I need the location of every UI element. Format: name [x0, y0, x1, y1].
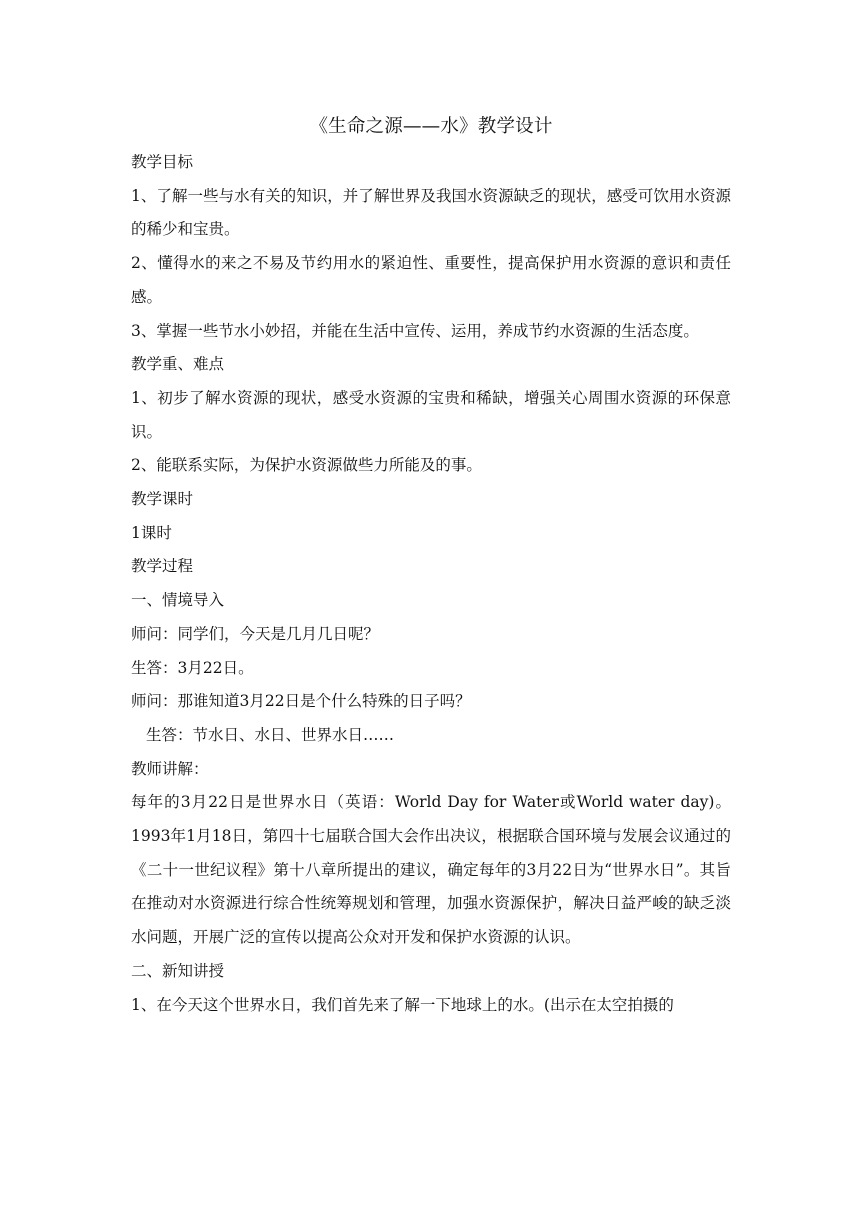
teacher-explanation-label: 教师讲解：	[131, 759, 209, 778]
dialogue-teacher-question-1: 师问：同学们，今天是几月几日呢？	[131, 624, 380, 643]
section-heading-process: 教学过程	[131, 557, 194, 576]
class-hours-value: 1课时	[131, 523, 172, 542]
dialogue-teacher-question-2: 师问：那谁知道3月22日是个什么特殊的日子吗？	[131, 692, 471, 711]
objective-item-3: 3、掌握一些节水小妙招，并能在生活中宣传、运用，养成节约水资源的生活态度。	[131, 321, 699, 340]
section-heading-objectives: 教学目标	[131, 153, 194, 171]
document-body	[131, 112, 731, 1022]
dialogue-student-answer-2: 生答：节水日、水日、世界水日……	[146, 725, 395, 744]
section-heading-key-points: 教学重、难点	[131, 355, 225, 374]
key-point-item-1: 1、初步了解水资源的现状，感受水资源的宝贵和稀缺，增强关心周围水资源的环保意识。	[131, 388, 731, 441]
key-point-item-2: 2、能联系实际，为保护水资源做些力所能及的事。	[131, 456, 482, 475]
new-knowledge-item-1: 1、在今天这个世界水日，我们首先来了解一下地球上的水。(出示在太空拍摄的	[131, 995, 674, 1014]
section-heading-class-hours: 教学课时	[131, 490, 194, 509]
teacher-explanation-paragraph: 每年的3月22日是世界水日（英语：World Day for Water或World water day)。1993年1月18日，第四十七届联合国大会作出决议，根据联合国环境与发展会议通过的《二十一世纪议程》第十八章所提出的建议，确定每年的3月22日为“世界水日”。其旨在推动对水资源进行综合性统筹规划和管理，加强水资源保护，解决日益严峻的缺乏淡水问题，开展广泛的宣传以提高公众对开发和保护水资源的认识。	[131, 793, 731, 947]
subsection-heading-introduction: 一、情境导入	[131, 591, 225, 610]
objective-item-2: 2、懂得水的来之不易及节约用水的紧迫性、重要性，提高保护用水资源的意识和责任感。	[131, 254, 731, 306]
dialogue-student-answer-1: 生答：3月22日。	[131, 658, 254, 677]
document-title: 《生命之源——水》教学设计	[309, 116, 553, 137]
subsection-heading-new-knowledge: 二、新知讲授	[131, 961, 225, 980]
objective-item-1: 1、了解一些与水有关的知识，并了解世界及我国水资源缺乏的现状，感受可饮用水资源的稀少和宝贵。	[131, 186, 731, 239]
